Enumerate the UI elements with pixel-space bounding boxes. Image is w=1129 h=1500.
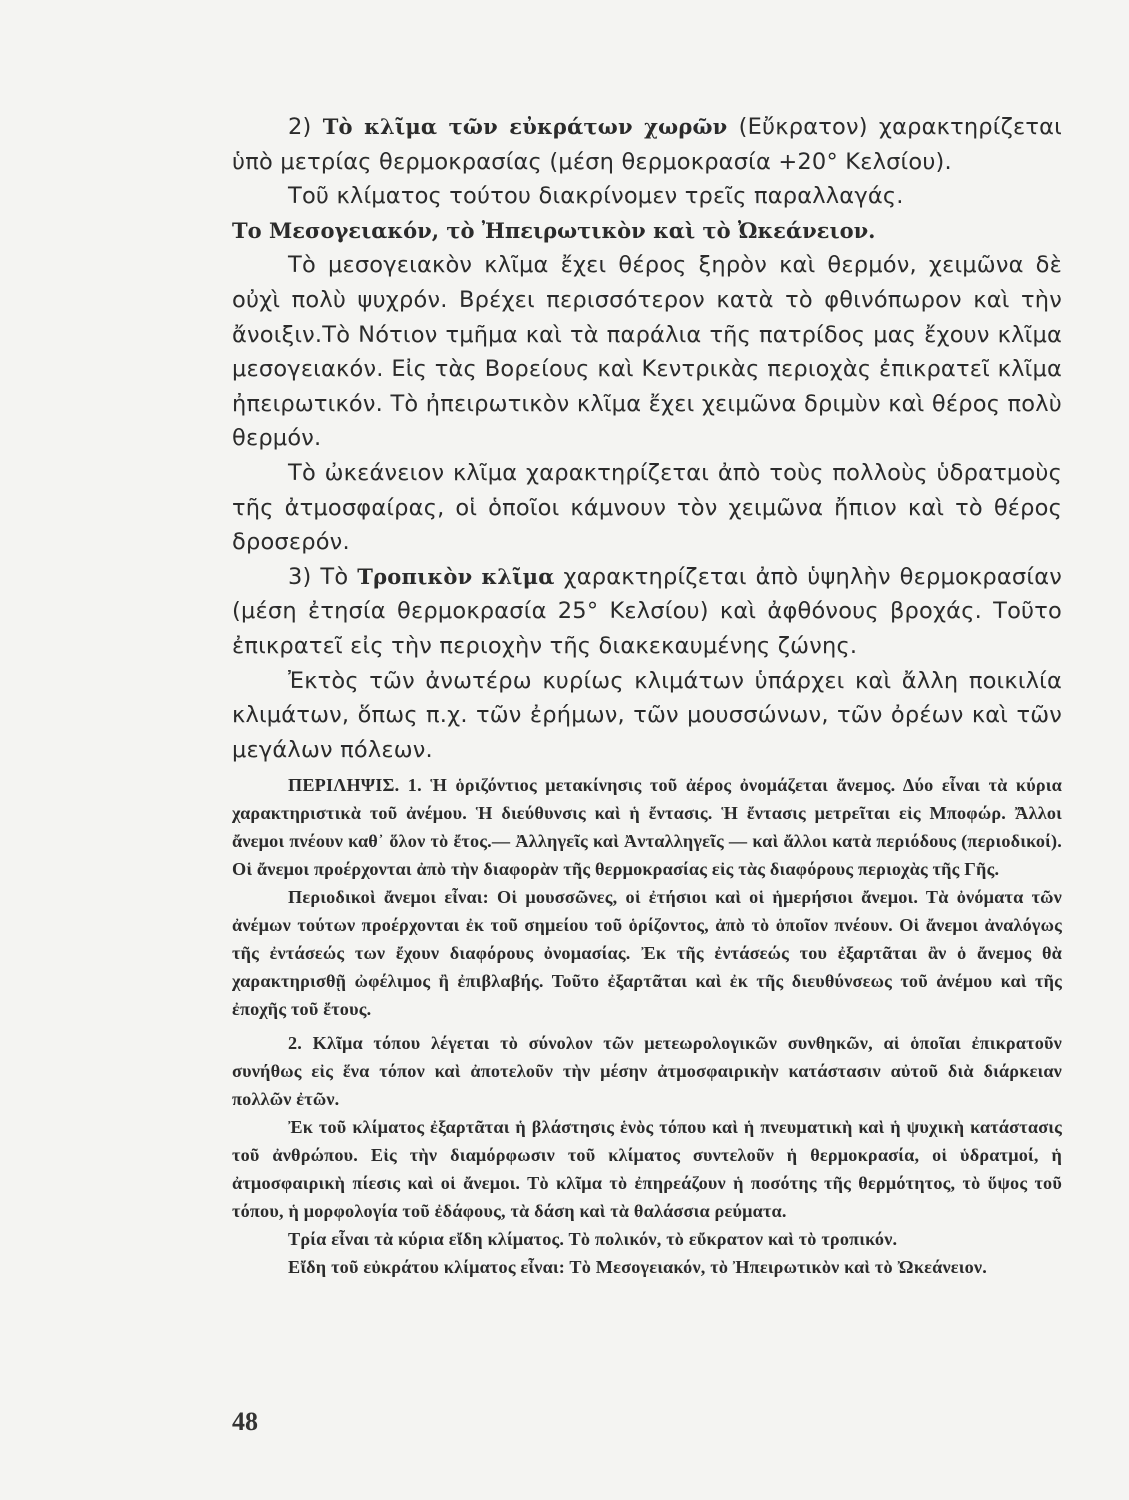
summary-climate-definition: 2. Κλῖμα τόπου λέγεται τὸ σύνολον τῶν μετεωρολογικῶν συνθηκῶν, αἱ ὁποῖαι ἐπικρατοῦν συνήθως εἰς ἕνα τόπον καὶ ἀποτελοῦν τὴν μέσην ἀτμοσφαιρικὴν κατάστασιν αὐτοῦ διὰ διάρκειαν πολλῶν ἐτῶν.: [232, 1033, 1062, 1110]
paragraph-variations: Τοῦ κλίματος τούτου διακρίνομεν τρεῖς παραλλαγάς.: [288, 183, 904, 210]
summary-climate-effects: Ἐκ τοῦ κλίματος ἐξαρτᾶται ἡ βλάστησις ἑνὸς τόπου καὶ ἡ πνευματικὴ καὶ ἡ ψυχικὴ κατάστασις τοῦ ἀνθρώπου. Εἰς τὴν διαμόρφωσιν τοῦ κλίματος συντελοῦν ἡ θερμοκρασία, οἱ ὑδρατμοί, ἡ ἀτμοσφαιρικὴ πίεσις καὶ οἱ ἄνεμοι. Τὸ κλῖμα τὸ ἐπηρεάζουν ἡ ποσότης τῆς θερμότητος, τὸ ὕψος τοῦ τόπου, ἡ μορφολογία τοῦ ἐδάφους, τὰ δάση καὶ τὰ θαλάσσια ρεύματα.: [232, 1117, 1062, 1222]
bold-term-temperate: Τὸ κλῖμα τῶν εὐκράτων χωρῶν: [322, 114, 728, 139]
paragraph-tropical: [232, 560, 1062, 664]
paragraph-number: 2): [288, 114, 323, 140]
paragraph-temperate-climate: [232, 110, 1062, 179]
summary-temperate-kinds: Εἴδη τοῦ εὐκράτου κλίματος εἶναι: Τὸ Μεσογειακόν, τὸ Ἠπειρωτικὸν καὶ τὸ Ὠκεάνειον.: [288, 1257, 987, 1278]
page-number: 48: [232, 1407, 258, 1436]
summary-climate-kinds: Τρία εἶναι τὰ κύρια εἴδη κλίματος. Τὸ πολικόν, τὸ εὔκρατον καὶ τὸ τροπικόν.: [288, 1229, 898, 1250]
summary-wind: ΠΕΡΙΛΗΨΙΣ. 1. Ἡ ὁριζόντιος μετακίνησις τοῦ ἀέρος ὀνομάζεται ἄνεμος. Δύο εἶναι τὰ κύρια χαρακτηριστικὰ τοῦ ἀνέμου. Ἡ διεύθυνσις καὶ ἡ ἔντασις. Ἡ ἔντασις μετρεῖται εἰς Μποφώρ. Ἄλλοι ἄνεμοι πνέουν καθ᾽ ὅλον τὸ ἔτος.— Ἀλληγεῖς καὶ Ἀνταλληγεῖς — καὶ ἄλλοι κατὰ περιόδους (περιοδικοί). Οἱ ἄνεμοι προέρχονται ἀπὸ τὴν διαφορὰν τῆς θερμοκρασίας εἰς τὰς διαφόρους περιοχὰς τῆς Γῆς.: [232, 775, 1062, 880]
bold-term-tropical: Τροπικὸν κλῖμα: [357, 563, 555, 589]
paragraph-mediterranean: Τὸ μεσογειακὸν κλῖμα ἔχει θέρος ξηρὸν καὶ θερμόν, χειμῶνα δὲ οὐχὶ πολὺ ψυχρόν. Βρέχει περισσότερον κατὰ τὸ φθινόπωρον καὶ τὴν ἄνοιξιν.Τὸ Νότιον τμῆμα καὶ τὰ παράλια τῆς πατρίδος μας ἔχουν κλῖμα μεσογειακόν. Εἰς τὰς Βορείους καὶ Κεντρικὰς περιοχὰς ἐπικρατεῖ κλῖμα ἠπειρωτικόν. Τὸ ἠπειρωτικὸν κλῖμα ἔχει χειμῶνα δριμὺν καὶ θέρος πολὺ θερμόν.: [232, 252, 1062, 452]
paragraph-text: (Εὔκρατον) χαρακτηρίζεται ὑπὸ μετρίας θερμοκρασίας (μέση θερμοκρασία +20° Κελσίου).: [232, 114, 1062, 175]
subheading-climate-types: Το Μεσογειακόν, τὸ Ἠπειρωτικὸν καὶ τὸ Ὠκεάνειον.: [232, 217, 876, 243]
text-block: [232, 110, 1062, 1281]
paragraph-other-climates: Ἐκτὸς τῶν ἀνωτέρω κυρίως κλιμάτων ὑπάρχει καὶ ἄλλη ποικιλία κλιμάτων, ὅπως π.χ. τῶν ἐρήμων, τῶν μουσσώνων, τῶν ὀρέων καὶ τῶν μεγάλων πόλεων.: [232, 667, 1062, 763]
summary-section: [232, 771, 1062, 1281]
paragraph-text: χαρακτηρίζεται ἀπὸ ὑψηλὴν θερμοκρασίαν (μέση ἐτησία θερμοκρασία 25° Κελσίου) καὶ ἀφθόνους βροχάς. Τοῦτο ἐπικρατεῖ εἰς τὴν περιοχὴν τῆς διακεκαυμένης ζώνης.: [232, 563, 1063, 659]
summary-periodic-winds: Περιοδικοὶ ἄνεμοι εἶναι: Οἱ μουσσῶνες, οἱ ἐτήσιοι καὶ οἱ ἡμερήσιοι ἄνεμοι. Τὰ ὀνόματα τῶν ἀνέμων τούτων προέρχονται ἐκ τοῦ σημείου τοῦ ὁρίζοντος, ἀπὸ τὸ ὁποῖον πνέουν. Οἱ ἄνεμοι ἀναλόγως τῆς ἐντάσεώς των ἔχουν διαφόρους ὀνομασίας. Ἐκ τῆς ἐντάσεώς του ἐξαρτᾶται ἂν ὁ ἄνεμος θὰ χαρακτηρισθῇ ὠφέλιμος ἢ ἐπιβλαβής. Τοῦτο ἐξαρτᾶται καὶ ἐκ τῆς διευθύνσεως τοῦ ἀνέμου καὶ τῆς ἐποχῆς τοῦ ἔτους.: [232, 887, 1062, 1020]
paragraph-oceanic: Τὸ ὠκεάνειον κλῖμα χαρακτηρίζεται ἀπὸ τοὺς πολλοὺς ὑδρατμοὺς τῆς ἀτμοσφαίρας, οἱ ὁποῖοι κάμνουν τὸν χειμῶνα ἤπιον καὶ τὸ θέρος δροσερόν.: [232, 459, 1062, 556]
paragraph-number: 3) Τὸ: [288, 563, 358, 590]
